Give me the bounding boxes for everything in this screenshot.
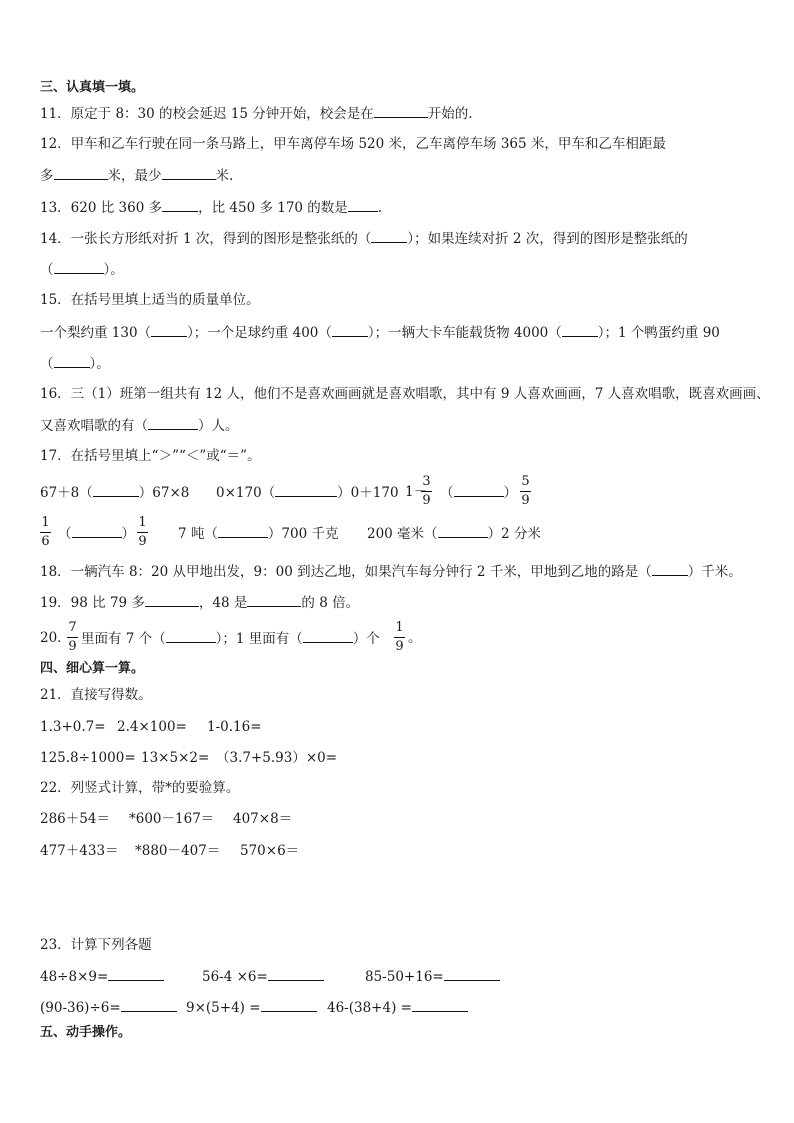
answer-blank[interactable] (247, 592, 301, 607)
q17-item-2 (216, 482, 399, 503)
fraction-3-9 (421, 474, 432, 509)
answer-blank[interactable] (218, 523, 268, 538)
q17-item-3 (440, 482, 517, 503)
q15-text-c: ）；一辆大卡车能载货物 4000（ (367, 325, 562, 341)
answer-blank[interactable] (54, 259, 104, 274)
answer-blank[interactable] (454, 482, 504, 497)
numerator: 3 (422, 474, 431, 489)
answer-blank[interactable] (108, 966, 164, 981)
answer-blank[interactable] (121, 997, 177, 1012)
q20-text-d: ）个 (352, 631, 380, 647)
question-19 (40, 592, 359, 613)
q14-text-a: 14．一张长方形纸对折 1 次，得到的图形是整张纸的（ (40, 231, 372, 247)
q23-item (365, 966, 500, 987)
question-12-line2 (40, 165, 233, 186)
section-4-heading: 四、细心算一算。 (40, 661, 145, 676)
q17-item-2-text-a: 0×170（ (216, 485, 276, 501)
q22-item: 570×6＝ (240, 843, 300, 859)
q21-item: 1.3+0.7= (40, 719, 106, 735)
section-3-heading: 三、认真填一填。 (40, 80, 145, 95)
fraction-bar (40, 532, 51, 533)
answer-blank[interactable] (54, 165, 108, 180)
q17-item-5 (178, 523, 338, 544)
q23-item (186, 997, 317, 1018)
q23-expression: 9×(5+4) = (186, 1000, 261, 1016)
denominator: 9 (68, 639, 77, 654)
q12-text-c: 米. (215, 168, 234, 184)
question-18 (40, 561, 742, 582)
answer-blank[interactable] (145, 592, 199, 607)
numerator: 1 (395, 620, 404, 635)
question-15-line1 (40, 322, 720, 343)
answer-blank[interactable] (348, 197, 378, 212)
q15-text-b: ）；一个足球约重 400（ (187, 325, 332, 341)
question-15-line2 (40, 353, 110, 374)
fraction-5-9 (520, 474, 531, 509)
q23-expression: 46-(38+4) = (327, 1000, 412, 1016)
question-16-line1: 16．三（1）班第一组共有 12 人，他们不是喜欢画画就是喜欢唱歌，其中有 9 人喜欢画画，7 人喜欢唱歌，既喜欢画画、 (40, 386, 770, 402)
fraction-bar (67, 637, 78, 638)
q17-item-6-text-b: ）2 分米 (487, 526, 541, 542)
question-12-line1: 12．甲车和乙车行驶在同一条马路上，甲车离停车场 520 米，乙车离停车场 365 米，甲车和乙车相距最 (40, 136, 666, 152)
q13-text-a: 13．620 比 360 多 (40, 200, 163, 216)
q19-text-c: 的 8 倍。 (301, 595, 360, 611)
q15-text-e: （ (40, 356, 54, 372)
answer-blank[interactable] (332, 322, 368, 337)
numerator: 1 (138, 515, 147, 530)
q17-item-3-text-c: ） (503, 485, 517, 501)
q23-expression: 48÷8×9= (40, 969, 109, 985)
q17-item-6 (367, 523, 541, 544)
q14-text-c: （ (40, 262, 54, 278)
question-16-line2 (40, 415, 239, 436)
q11-text-a: 11．原定于 8：30 的校会延迟 15 分钟开始，校会是在 (40, 106, 374, 122)
fraction-bar (394, 637, 405, 638)
fraction-1-6 (40, 515, 51, 550)
q23-item (327, 997, 468, 1018)
answer-blank[interactable] (54, 353, 90, 368)
answer-blank[interactable] (148, 415, 198, 430)
question-23-title: 23．计算下列各题 (40, 937, 152, 953)
q21-item: 13×5×2= (141, 750, 210, 766)
fraction-1-9 (137, 515, 148, 550)
q17-item-6-text-a: 200 毫米（ (367, 526, 438, 542)
answer-blank[interactable] (374, 103, 428, 118)
answer-blank[interactable] (72, 523, 122, 538)
q22-item: *600－167＝ (129, 811, 215, 827)
q21-item: 1-0.16= (207, 719, 262, 735)
question-14-line2 (40, 259, 124, 280)
answer-blank[interactable] (652, 561, 688, 576)
q21-item: 2.4×100= (117, 719, 187, 735)
fraction-7-9 (67, 620, 78, 655)
numerator: 1 (41, 515, 50, 530)
question-15-title: 15．在括号里填上适当的质量单位。 (40, 292, 260, 308)
q11-text-b: 开始的. (427, 106, 473, 122)
q19-text-a: 19．98 比 79 多 (40, 595, 145, 611)
answer-blank[interactable] (412, 997, 468, 1012)
q22-item: 407×8＝ (233, 811, 293, 827)
q17-item-1-text-b: ）67×8 (138, 485, 190, 501)
q12-text-b: 米，最少 (107, 168, 162, 184)
q18-text-a: 18．一辆汽车 8：20 从甲地出发，9：00 到达乙地，如果汽车每分钟行 2 千米，甲地到乙地的路是（ (40, 564, 652, 580)
fraction-bar (520, 491, 531, 492)
q17-item-4 (58, 523, 135, 544)
denominator: 9 (422, 493, 431, 508)
q23-expression: 85-50+16= (365, 969, 444, 985)
q23-expression: 56-4 ×6= (202, 969, 268, 985)
q20-number: 20． (40, 630, 71, 646)
q15-text-d: ）；1 个鸭蛋约重 90 (597, 325, 720, 341)
denominator: 6 (41, 534, 50, 549)
answer-blank[interactable] (303, 628, 353, 643)
numerator: 7 (68, 620, 77, 635)
q14-text-d: ）。 (103, 262, 124, 278)
q17-item-5-text-a: 7 吨（ (178, 526, 218, 542)
denominator: 9 (521, 493, 530, 508)
q23-item (202, 966, 324, 987)
q23-item (40, 997, 177, 1018)
q15-text-a: 一个梨约重 130（ (40, 325, 152, 341)
answer-blank[interactable] (371, 228, 407, 243)
q23-item (40, 966, 164, 987)
question-14-line1 (40, 228, 688, 249)
q23-expression: (90-36)÷6= (40, 1000, 121, 1016)
q22-item: 286＋54＝ (40, 811, 110, 827)
q19-text-b: ，48 是 (198, 595, 248, 611)
q17-item-4-text-a: （ (58, 526, 72, 542)
question-13 (40, 197, 382, 218)
answer-blank[interactable] (438, 523, 488, 538)
q16-text-a: 又喜欢唱歌的有（ (40, 418, 148, 434)
q22-item: 477＋433＝ (40, 843, 119, 859)
denominator: 9 (138, 534, 147, 549)
numerator: 5 (521, 474, 530, 489)
answer-blank[interactable] (261, 997, 317, 1012)
q17-item-5-text-b: ）700 千克 (267, 526, 339, 542)
q12-text-a: 多 (40, 168, 54, 184)
section-5-heading: 五、动手操作。 (40, 1025, 132, 1040)
q15-text-f: ）。 (89, 356, 110, 372)
answer-blank[interactable] (162, 197, 198, 212)
answer-blank[interactable] (162, 165, 216, 180)
fraction-bar (137, 532, 148, 533)
q20-tail: 。 (408, 630, 422, 646)
q17-item-4-text-b: ） (121, 526, 135, 542)
answer-blank[interactable] (166, 628, 216, 643)
q20-text-c: ）；1 里面有（ (215, 631, 303, 647)
q13-text-b: ，比 450 多 170 的数是 (198, 200, 348, 216)
denominator: 9 (395, 639, 404, 654)
answer-blank[interactable] (151, 322, 187, 337)
q20-body (81, 628, 380, 649)
fraction-bar (421, 491, 432, 492)
q22-item: *880－407＝ (135, 843, 221, 859)
answer-blank[interactable] (93, 482, 139, 497)
q17-item-3-prefix: 1－ (405, 484, 428, 500)
answer-blank[interactable] (562, 322, 598, 337)
answer-blank[interactable] (275, 482, 337, 497)
q16-text-b: ）人。 (198, 418, 239, 434)
question-22-title: 22．列竖式计算，带*的要验算。 (40, 780, 240, 796)
question-11 (40, 103, 473, 124)
question-17-title: 17．在括号里填上“＞”“＜”或“＝”。 (40, 448, 261, 464)
q17-item-2-text-b: ）0＋170 (337, 485, 399, 501)
q21-item: （3.7+5.93）×0= (216, 750, 338, 766)
q17-item-1 (40, 482, 189, 503)
q17-item-1-text-a: 67＋8（ (40, 485, 93, 501)
q14-text-b: ）；如果连续对折 2 次，得到的图形是整张纸的 (407, 231, 688, 247)
q21-item: 125.8÷1000= (40, 750, 136, 766)
q13-text-c: . (377, 200, 383, 216)
fraction-1-9 (394, 620, 405, 655)
q18-text-b: ）千米。 (687, 564, 742, 580)
answer-blank[interactable] (444, 966, 500, 981)
question-21-title: 21．直接写得数。 (40, 687, 152, 703)
answer-blank[interactable] (268, 966, 324, 981)
q20-text-b: 里面有 7 个（ (81, 631, 166, 647)
q17-item-3-text-b: （ (440, 485, 454, 501)
